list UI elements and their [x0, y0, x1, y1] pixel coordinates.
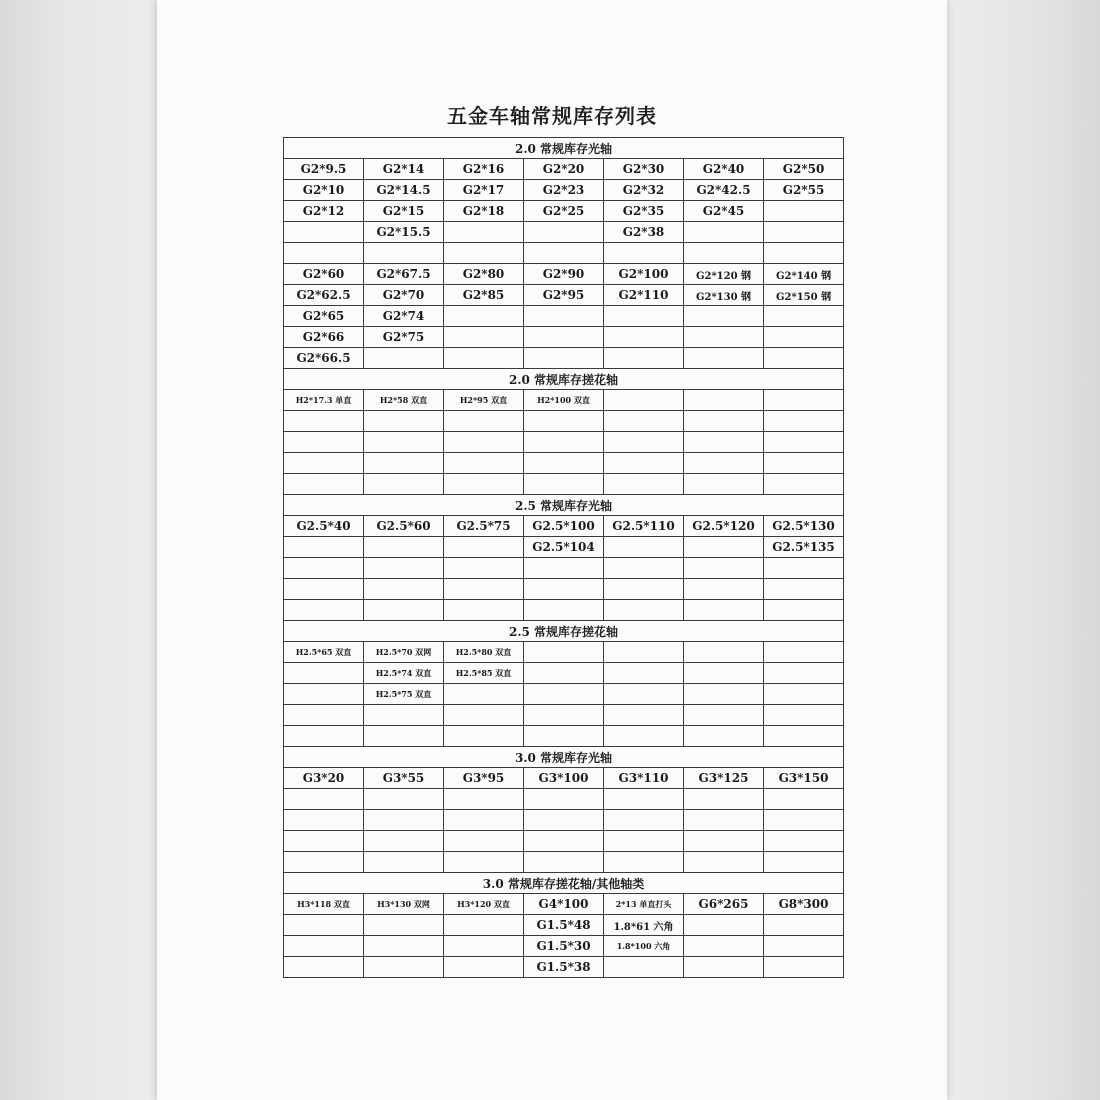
table-cell: [364, 957, 444, 978]
table-cell: [364, 705, 444, 726]
table-cell: G8*300: [764, 894, 844, 915]
table-cell: [364, 474, 444, 495]
table-cell: G2.5*104: [524, 537, 604, 558]
table-cell: [764, 663, 844, 684]
table-cell: [764, 705, 844, 726]
table-cell: [764, 684, 844, 705]
table-cell: [764, 201, 844, 222]
table-cell: [604, 642, 684, 663]
table-cell: [364, 852, 444, 873]
document-title: 五金车轴常规库存列表: [447, 104, 657, 128]
table-cell: H2*95 双直: [444, 390, 524, 411]
table-row: [284, 600, 844, 621]
table-cell: [604, 558, 684, 579]
table-cell: G2.5*110: [604, 516, 684, 537]
table-cell: [764, 243, 844, 264]
table-cell: [764, 726, 844, 747]
table-cell: [364, 810, 444, 831]
table-cell: H2*17.3 单直: [284, 390, 364, 411]
table-cell: H2*100 双直: [524, 390, 604, 411]
table-cell: G2*74: [364, 306, 444, 327]
table-cell: [684, 579, 764, 600]
table-row: [284, 474, 844, 495]
table-cell: [764, 222, 844, 243]
table-cell: [604, 537, 684, 558]
table-cell: [524, 663, 604, 684]
table-cell: [604, 348, 684, 369]
table-cell: [684, 453, 764, 474]
table-cell: [684, 327, 764, 348]
table-cell: [444, 684, 524, 705]
table-cell: G2.5*40: [284, 516, 364, 537]
table-cell: [444, 348, 524, 369]
table-cell: G2*12: [284, 201, 364, 222]
table-row: [284, 768, 844, 789]
table-cell: [364, 348, 444, 369]
table-cell: [764, 936, 844, 957]
table-cell: G2*55: [764, 180, 844, 201]
table-cell: [604, 663, 684, 684]
table-cell: [444, 222, 524, 243]
table-cell: [684, 348, 764, 369]
table-cell: [284, 789, 364, 810]
table-cell: G2*15: [364, 201, 444, 222]
table-cell: [604, 411, 684, 432]
table-cell: G2*90: [524, 264, 604, 285]
table-cell: [604, 831, 684, 852]
table-cell: [444, 453, 524, 474]
table-row: [284, 243, 844, 264]
table-row: [284, 663, 844, 684]
table-cell: [684, 642, 764, 663]
table-cell: H2.5*85 双直: [444, 663, 524, 684]
table-row: [284, 516, 844, 537]
table-row: [284, 831, 844, 852]
table-cell: G2*32: [604, 180, 684, 201]
table-cell: G2*62.5: [284, 285, 364, 306]
table-cell: [284, 705, 364, 726]
table-cell: [604, 789, 684, 810]
table-cell: [524, 684, 604, 705]
table-cell: G2*10: [284, 180, 364, 201]
table-cell: [684, 810, 764, 831]
table-cell: H3*130 双网: [364, 894, 444, 915]
table-cell: G2.5*75: [444, 516, 524, 537]
table-cell: [364, 453, 444, 474]
table-cell: 1.8*100 六角: [604, 936, 684, 957]
table-cell: H3*120 双直: [444, 894, 524, 915]
table-cell: [364, 558, 444, 579]
table-cell: [604, 432, 684, 453]
inventory-table: [283, 137, 844, 978]
section-header: 3.0 常规库存搓花轴/其他轴类: [284, 873, 844, 894]
table-cell: [284, 810, 364, 831]
table-cell: G2*75: [364, 327, 444, 348]
table-cell: [764, 474, 844, 495]
section-header: 2.5 常规库存光轴: [284, 495, 844, 516]
table-cell: [444, 957, 524, 978]
table-cell: G2*85: [444, 285, 524, 306]
table-cell: [284, 411, 364, 432]
table-cell: [684, 705, 764, 726]
table-cell: [604, 453, 684, 474]
table-cell: [364, 726, 444, 747]
table-cell: [604, 705, 684, 726]
table-cell: [604, 474, 684, 495]
table-row: [284, 894, 844, 915]
table-cell: [764, 558, 844, 579]
table-cell: G3*95: [444, 768, 524, 789]
table-cell: G2*140 钢: [764, 264, 844, 285]
table-cell: G2*67.5: [364, 264, 444, 285]
table-cell: [684, 390, 764, 411]
table-cell: G2*25: [524, 201, 604, 222]
table-cell: [364, 936, 444, 957]
table-cell: [684, 663, 764, 684]
table-cell: [364, 537, 444, 558]
table-row: [284, 537, 844, 558]
table-row: [284, 915, 844, 936]
table-cell: [604, 726, 684, 747]
table-cell: G2*95: [524, 285, 604, 306]
table-cell: [684, 411, 764, 432]
table-cell: G2*66.5: [284, 348, 364, 369]
table-cell: [604, 306, 684, 327]
table-cell: [284, 222, 364, 243]
table-cell: [444, 936, 524, 957]
table-cell: [284, 579, 364, 600]
table-cell: G2*30: [604, 159, 684, 180]
table-cell: [524, 789, 604, 810]
table-cell: G6*265: [684, 894, 764, 915]
table-cell: [684, 915, 764, 936]
table-cell: [684, 726, 764, 747]
table-row: [284, 810, 844, 831]
table-cell: G2*17: [444, 180, 524, 201]
table-cell: [444, 810, 524, 831]
table-cell: G2*50: [764, 159, 844, 180]
table-cell: G3*55: [364, 768, 444, 789]
table-cell: [684, 474, 764, 495]
table-cell: [284, 243, 364, 264]
table-cell: [524, 411, 604, 432]
table-cell: [444, 306, 524, 327]
table-cell: [764, 831, 844, 852]
table-cell: [684, 852, 764, 873]
table-cell: G2*14: [364, 159, 444, 180]
table-cell: [524, 642, 604, 663]
table-cell: G2.5*130: [764, 516, 844, 537]
table-cell: [764, 810, 844, 831]
table-row: [284, 453, 844, 474]
table-cell: [284, 432, 364, 453]
table-cell: G1.5*30: [524, 936, 604, 957]
table-cell: [284, 957, 364, 978]
table-cell: [764, 432, 844, 453]
table-cell: G2*14.5: [364, 180, 444, 201]
table-cell: [284, 684, 364, 705]
section-header: 2.0 常规库存光轴: [284, 138, 844, 159]
table-row: [284, 327, 844, 348]
table-cell: G2*15.5: [364, 222, 444, 243]
section-header-row: [284, 495, 844, 516]
table-cell: [524, 600, 604, 621]
table-cell: 1.8*61 六角: [604, 915, 684, 936]
table-cell: G2*100: [604, 264, 684, 285]
table-cell: [444, 537, 524, 558]
table-cell: H2*58 双直: [364, 390, 444, 411]
table-row: [284, 642, 844, 663]
table-cell: G3*110: [604, 768, 684, 789]
table-row: [284, 936, 844, 957]
table-row: [284, 684, 844, 705]
table-cell: [524, 579, 604, 600]
table-cell: [524, 852, 604, 873]
table-cell: [284, 663, 364, 684]
table-cell: [524, 306, 604, 327]
table-cell: [764, 390, 844, 411]
table-row: [284, 579, 844, 600]
table-cell: [524, 348, 604, 369]
table-cell: [284, 453, 364, 474]
table-cell: [764, 789, 844, 810]
table-row: [284, 180, 844, 201]
table-cell: [764, 348, 844, 369]
table-cell: [684, 957, 764, 978]
section-header: 3.0 常规库存光轴: [284, 747, 844, 768]
table-cell: [764, 453, 844, 474]
table-cell: [604, 327, 684, 348]
table-cell: [764, 642, 844, 663]
table-cell: H2.5*70 双网: [364, 642, 444, 663]
table-cell: [764, 915, 844, 936]
table-cell: G2*65: [284, 306, 364, 327]
table-cell: [364, 600, 444, 621]
section-header: 2.5 常规库存搓花轴: [284, 621, 844, 642]
table-cell: [444, 600, 524, 621]
table-cell: [284, 915, 364, 936]
table-cell: G2*80: [444, 264, 524, 285]
table-cell: G2.5*135: [764, 537, 844, 558]
table-cell: [364, 789, 444, 810]
table-cell: [284, 831, 364, 852]
table-cell: G2*60: [284, 264, 364, 285]
table-cell: [444, 789, 524, 810]
table-row: [284, 201, 844, 222]
table-cell: H2.5*75 双直: [364, 684, 444, 705]
table-cell: 2*13 单直打头: [604, 894, 684, 915]
section-header-row: [284, 138, 844, 159]
table-cell: H2.5*65 双直: [284, 642, 364, 663]
table-cell: [524, 705, 604, 726]
table-cell: [444, 705, 524, 726]
table-cell: [764, 600, 844, 621]
table-cell: [684, 936, 764, 957]
table-cell: H2.5*74 双直: [364, 663, 444, 684]
section-header: 2.0 常规库存搓花轴: [284, 369, 844, 390]
table-row: [284, 222, 844, 243]
table-cell: G3*125: [684, 768, 764, 789]
table-cell: G2*16: [444, 159, 524, 180]
table-cell: [444, 327, 524, 348]
table-cell: G2*35: [604, 201, 684, 222]
table-cell: [284, 537, 364, 558]
table-cell: G3*150: [764, 768, 844, 789]
table-cell: [604, 390, 684, 411]
table-cell: [684, 432, 764, 453]
table-cell: G2.5*120: [684, 516, 764, 537]
table-cell: [604, 852, 684, 873]
table-cell: [364, 411, 444, 432]
table-cell: [444, 852, 524, 873]
table-cell: G3*20: [284, 768, 364, 789]
table-cell: [524, 243, 604, 264]
table-cell: G2*42.5: [684, 180, 764, 201]
inventory-table-body: [284, 138, 844, 978]
table-cell: H3*118 双直: [284, 894, 364, 915]
table-row: [284, 264, 844, 285]
table-cell: [684, 222, 764, 243]
table-cell: [764, 327, 844, 348]
table-cell: G3*100: [524, 768, 604, 789]
table-row: [284, 957, 844, 978]
table-cell: H2.5*80 双直: [444, 642, 524, 663]
table-cell: [284, 852, 364, 873]
table-cell: [364, 432, 444, 453]
table-cell: [764, 579, 844, 600]
table-cell: G2*110: [604, 285, 684, 306]
table-cell: G2*9.5: [284, 159, 364, 180]
table-cell: [524, 453, 604, 474]
table-cell: G2*20: [524, 159, 604, 180]
table-row: [284, 390, 844, 411]
table-row: [284, 726, 844, 747]
table-cell: [524, 558, 604, 579]
table-cell: [604, 579, 684, 600]
table-row: [284, 285, 844, 306]
table-cell: [524, 810, 604, 831]
table-cell: [444, 558, 524, 579]
table-cell: [444, 474, 524, 495]
table-cell: [444, 243, 524, 264]
table-cell: [524, 432, 604, 453]
table-cell: [364, 831, 444, 852]
table-cell: G2*130 钢: [684, 285, 764, 306]
table-cell: [604, 684, 684, 705]
table-cell: [284, 600, 364, 621]
table-cell: [524, 474, 604, 495]
table-cell: [364, 243, 444, 264]
section-header-row: [284, 369, 844, 390]
table-cell: [684, 789, 764, 810]
table-cell: [684, 537, 764, 558]
table-cell: [444, 726, 524, 747]
section-header-row: [284, 621, 844, 642]
table-row: [284, 789, 844, 810]
table-cell: [524, 726, 604, 747]
table-cell: [764, 306, 844, 327]
table-cell: G2*66: [284, 327, 364, 348]
table-cell: [604, 243, 684, 264]
table-row: [284, 705, 844, 726]
table-cell: [684, 600, 764, 621]
table-cell: [524, 327, 604, 348]
table-cell: [444, 411, 524, 432]
table-cell: [524, 831, 604, 852]
table-cell: [684, 243, 764, 264]
table-cell: G2*18: [444, 201, 524, 222]
table-cell: [604, 600, 684, 621]
table-cell: [444, 831, 524, 852]
table-row: [284, 411, 844, 432]
table-cell: [444, 579, 524, 600]
table-cell: G2*45: [684, 201, 764, 222]
table-cell: [444, 432, 524, 453]
table-row: [284, 558, 844, 579]
table-cell: [284, 726, 364, 747]
table-cell: G2.5*60: [364, 516, 444, 537]
table-row: [284, 852, 844, 873]
table-cell: [684, 684, 764, 705]
table-cell: [364, 915, 444, 936]
table-cell: G2*70: [364, 285, 444, 306]
section-header-row: [284, 747, 844, 768]
table-cell: [764, 411, 844, 432]
table-cell: G2*23: [524, 180, 604, 201]
table-cell: [684, 306, 764, 327]
table-cell: G2*120 钢: [684, 264, 764, 285]
table-cell: [604, 810, 684, 831]
table-cell: G1.5*38: [524, 957, 604, 978]
table-cell: [444, 915, 524, 936]
table-cell: [364, 579, 444, 600]
table-cell: G2*38: [604, 222, 684, 243]
table-row: [284, 159, 844, 180]
table-cell: [284, 558, 364, 579]
table-cell: [284, 474, 364, 495]
table-cell: G2.5*100: [524, 516, 604, 537]
section-header-row: [284, 873, 844, 894]
table-cell: [764, 852, 844, 873]
table-cell: [284, 936, 364, 957]
table-cell: [764, 957, 844, 978]
table-cell: [524, 222, 604, 243]
table-cell: G2*40: [684, 159, 764, 180]
table-cell: G4*100: [524, 894, 604, 915]
table-cell: [604, 957, 684, 978]
table-cell: [684, 558, 764, 579]
table-row: [284, 432, 844, 453]
table-cell: G1.5*48: [524, 915, 604, 936]
table-cell: [684, 831, 764, 852]
table-cell: G2*150 钢: [764, 285, 844, 306]
table-row: [284, 348, 844, 369]
table-row: [284, 306, 844, 327]
